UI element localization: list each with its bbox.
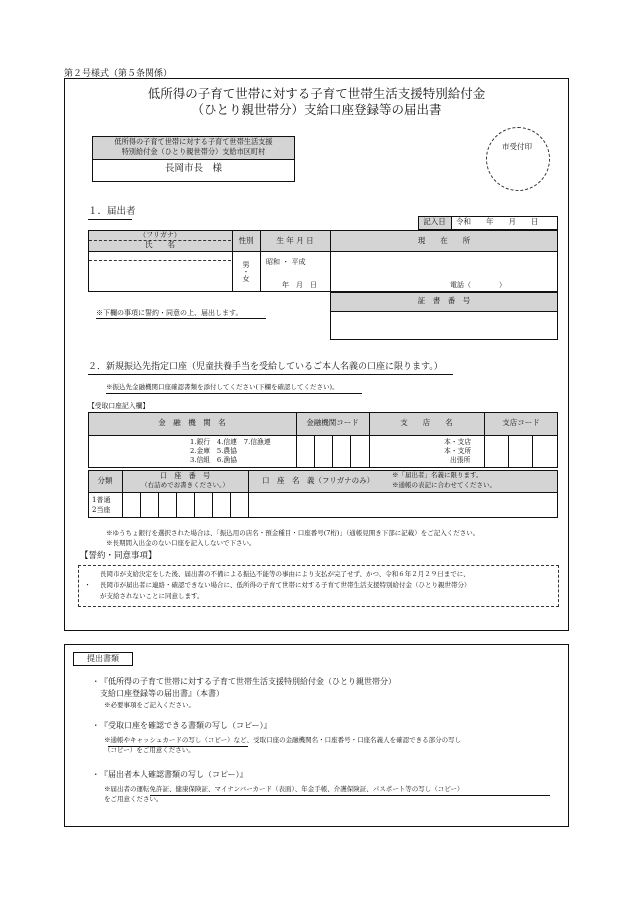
doc1-title1: 『低所得の子育て世帯に対する子育て世帯生活支援特別給付金（ひとり親世帯分） xyxy=(100,677,396,686)
doc2-note1: ※通帳やキャッシュカードの写し（コピー）など、受取口座の金融機関名・口座番号・口座名義人を確認できる部分の写し xyxy=(104,736,462,744)
gender-female[interactable]: 女 xyxy=(242,275,250,283)
acct-cell1 xyxy=(140,492,141,518)
oath-line3: が支給されないことに同意します。 xyxy=(100,592,204,600)
city-stamp-circle xyxy=(486,127,550,191)
account-holder-label: 口 座 名 義（フリガナのみ） xyxy=(262,476,375,485)
acct-cell5 xyxy=(212,492,213,518)
acct-cell6 xyxy=(230,492,231,518)
recipient-line1: 低所得の子育て世帯に対する子育て世帯生活支援 xyxy=(114,137,273,146)
bank-code-cell3 xyxy=(350,435,351,468)
acct-cell3 xyxy=(176,492,177,518)
doc3-note-underline xyxy=(150,795,550,796)
account-number-label: 口 座 番 号 xyxy=(159,471,211,480)
account-col-holder xyxy=(248,470,249,518)
branch-name-label: 支 店 名 xyxy=(400,418,453,427)
form-title-line2: （ひとり親世帯分）支給口座登録等の届出書 xyxy=(191,102,442,117)
section2-subnote-underline xyxy=(106,393,362,394)
bank-type-row2[interactable]: 2.金庫 5.農協 xyxy=(190,447,237,455)
section2-subnote: ※振込先金融機関口座確認書類を添付してください(下欄を確認してください)。 xyxy=(106,383,339,391)
doc3-note2: をご用意ください。 xyxy=(104,795,163,803)
bank-name-label: 金 融 機 関 名 xyxy=(158,418,226,427)
section1-heading: １．届出者 xyxy=(88,206,136,217)
gender-label: 性別 xyxy=(238,236,254,245)
city-stamp-label: 市受付印 xyxy=(502,142,532,151)
branch-code-cell2 xyxy=(532,435,533,468)
dob-era[interactable]: 昭和 ・ 平成 xyxy=(266,258,306,266)
bank-code-cell1 xyxy=(314,435,315,468)
doc3-bullet: ・ xyxy=(92,770,100,779)
doc2-title1: 『受取口座を確認できる書類の写し（コピー）』 xyxy=(100,721,272,730)
bank-code-label: 金融機関コード xyxy=(306,418,359,427)
furigana-label: （フリガナ） xyxy=(139,231,181,239)
documents-heading: 提出書類 xyxy=(87,654,119,663)
form-title-line1: 低所得の子育て世帯に対する子育て世帯生活支援特別給付金 xyxy=(147,86,486,101)
acct-cell4 xyxy=(194,492,195,518)
address-label: 現 在 所 xyxy=(417,236,471,245)
doc2-note2: （コピー）をご用意ください。 xyxy=(104,746,195,754)
form-number: 第２号様式（第５条関係） xyxy=(64,69,173,79)
oath-note-underline xyxy=(96,318,266,319)
category-label: 分類 xyxy=(97,476,113,485)
oath-note: ※下欄の事項に誓約・同意の上、届出します。 xyxy=(96,309,243,317)
gender-dot: ・ xyxy=(242,268,250,276)
doc1-title2: 支給口座登録等の届出書』（本書） xyxy=(100,689,224,698)
branch-type-row3[interactable]: 出張所 xyxy=(450,456,471,464)
bank-type-row3[interactable]: 3.信組 6.漁協 xyxy=(190,456,237,464)
gender-male[interactable]: 男 xyxy=(242,261,250,269)
entry-date-label: 記入日 xyxy=(423,217,446,226)
branch-type-row2[interactable]: 本・支所 xyxy=(444,447,472,455)
holder-note2: ※通帳の表記に合わせてください。 xyxy=(392,481,496,489)
applicant-header-line xyxy=(88,251,558,252)
oath-bullet: ・ xyxy=(84,581,91,589)
section1-heading-underline xyxy=(88,219,132,220)
yucho-note: ※ゆうちょ銀行を選択された場合は、「振込用の店名・預金種目・口座番号(7桁)」（通帳見開き下部に記載）をご記入ください。 xyxy=(106,529,480,537)
cert-header-line xyxy=(330,311,558,312)
recipient-addressee: 長岡市長 様 xyxy=(164,163,222,174)
oath-heading: 【誓約・同意事項】 xyxy=(80,551,157,561)
receiving-label: 【受取口座記入欄】 xyxy=(88,402,150,410)
entry-date-value[interactable]: 令和 年 月 日 xyxy=(456,217,539,226)
acct-cell2 xyxy=(158,492,159,518)
oath-line2: 長岡市が届出者に連絡・確認できない場合に、低所得の子育て世帯に対する子育て世帯生活支援特別給付金（ひとり親世帯分） xyxy=(100,581,471,589)
bank-code-cell2 xyxy=(332,435,333,468)
doc1-bullet: ・ xyxy=(92,677,100,686)
branch-type-row1[interactable]: 本・支店 xyxy=(444,438,472,446)
account-type-ordinary[interactable]: 1普通 xyxy=(92,496,111,504)
long-unused-note: ※長期間入出金のない口座を記入しないで下さい。 xyxy=(106,539,256,547)
bank-type-row1[interactable]: 1.銀行 4.信連 7.信漁連 xyxy=(190,438,271,446)
section2-heading: ２．新規振込先指定口座（児童扶養手当を受給しているご本人名義の口座に限ります。） xyxy=(88,362,443,372)
bank-header-line xyxy=(88,435,558,436)
recipient-line2: 特別給付金（ひとり親世帯分）支給市区町村 xyxy=(121,147,266,156)
oath-line1: 長岡市が支給決定をした後、届出書の不備による振込不能等の事由により支払が完了せず、かつ、令和６年２月２９日までに、 xyxy=(100,570,470,578)
section2-heading-underline xyxy=(88,374,453,375)
branch-code-cell1 xyxy=(508,435,509,468)
dob-label: 生 年 月 日 xyxy=(276,236,314,245)
account-type-current[interactable]: 2当座 xyxy=(92,506,111,514)
doc2-bullet: ・ xyxy=(92,721,100,730)
entry-date-divider xyxy=(451,216,452,230)
branch-code-label: 支店コード xyxy=(502,418,540,427)
doc1-note1: ※必要事項をご記入ください。 xyxy=(104,701,195,709)
name-furigana-dash xyxy=(89,260,231,261)
recipient-box-divider xyxy=(92,159,295,160)
holder-note1: ※「届出者」名義に限ります。 xyxy=(392,471,483,479)
dob-ymd[interactable]: 年 月 日 xyxy=(282,281,317,289)
phone-label[interactable]: 電話（ ） xyxy=(450,281,506,289)
doc3-title1: 『届出者本人確認書類の写し（コピー）』 xyxy=(100,770,248,779)
cert-number-label: 証 書 番 号 xyxy=(417,296,471,305)
doc3-note1: ※届出者の運転免許証、健康保険証、マイナンバーカード（表面）、年金手帳、介護保険証、パスポート等の写し（コピー） xyxy=(104,785,464,793)
name-label: 氏 名 xyxy=(145,240,175,249)
account-number-sub: （右詰めでお書きください。） xyxy=(141,481,229,489)
